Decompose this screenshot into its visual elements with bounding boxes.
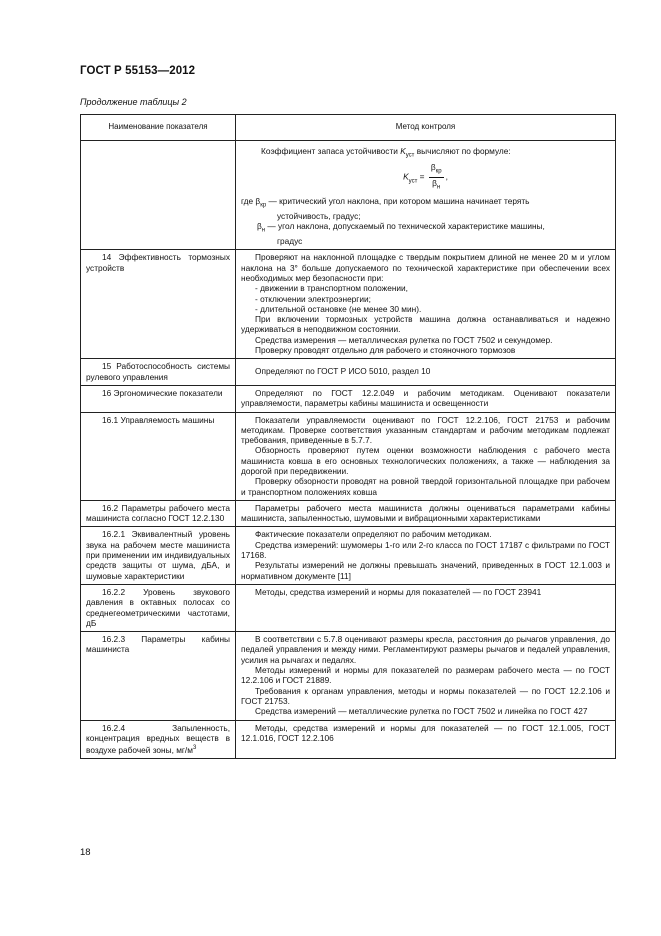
control-methods-table: [80, 114, 616, 759]
stability-formula: $K_{уст}$ = $\frac{\beta_{кр}}{\beta_н}$ ,: [403, 161, 448, 191]
indicator-cell: 15 Работоспособность системы рулевого управления: [81, 359, 236, 386]
table-row: [81, 412, 616, 500]
indicator-cell: 16.2.2 Уровень звукового давления в октавных полосах со среднегеометрическими частотами, дБ: [81, 584, 236, 631]
formula-legend-1-cont: устойчивость, градус;: [277, 210, 361, 221]
table-header-row: [81, 115, 616, 141]
formula-intro: Коэффициент запаса устойчивости $K_{уст}$ вычисляют по формуле:: [261, 146, 511, 159]
method-cell: Определяют по ГОСТ Р ИСО 5010, раздел 10: [236, 359, 616, 386]
indicator-cell: 16.1 Управляемость машины: [81, 412, 236, 500]
indicator-cell: 16.2.1 Эквивалентный уровень звука на рабочем месте машиниста при применении им индивидуальных средств защиты от шума, дБА, и шумовые характеристики: [81, 527, 236, 584]
table-row: [81, 584, 616, 631]
indicator-cell: [81, 141, 236, 250]
page-number: 18: [80, 847, 91, 858]
table-caption: Продолжение таблицы 2: [80, 97, 187, 107]
formula-legend-2: $\beta_н$ — угол наклона, допускаемый по технической характеристике машины,: [257, 221, 545, 234]
table-row: [81, 720, 616, 759]
col-header-method: Метод контроля: [236, 115, 616, 141]
method-cell: В соответствии с 5.7.8 оценивают размеры кресла, расстояния до рычагов управления, до педалей управления и между ними. Регламентируют размеры рычагов и педалей управления, усилия на рычагах и педалях. Методы измерений и нормы для показателей по размерам рабочего места — по ГОСТ 12.2.106 и ГОСТ 21889. Требования к органам управления, методы и нормы показателей — по ГОСТ 12.2.106 и ГОСТ 21753. Средства измерений — металлические рулетка по ГОСТ 7502 и линейка по ГОСТ 427: [236, 632, 616, 720]
table-row: [81, 500, 616, 527]
indicator-cell: 16.2 Параметры рабочего места машиниста согласно ГОСТ 12.2.130: [81, 500, 236, 527]
indicator-cell: 14 Эффективность тормозных устройств: [81, 250, 236, 359]
document-header: ГОСТ Р 55153—2012: [80, 65, 196, 77]
table-row: [81, 632, 616, 720]
table-row: [81, 359, 616, 386]
table-row: [81, 385, 616, 412]
method-cell: [236, 141, 616, 250]
table-row: [81, 527, 616, 584]
method-cell: Параметры рабочего места машиниста должны оцениваться параметрами кабины машиниста, запыленностью, шумовыми и вибрационными характеристиками: [236, 500, 616, 527]
col-header-indicator: Наименование показателя: [81, 115, 236, 141]
method-cell: Определяют по ГОСТ 12.2.049 и рабочим методикам. Оценивают показатели управляемости, параметры кабины машиниста и освещенности: [236, 385, 616, 412]
method-cell: Показатели управляемости оценивают по ГОСТ 12.2.106, ГОСТ 21753 и рабочим методикам. Проверке соответствия указанным стандартам и рабочим методикам подлежат требования, приведенные в 5.7.7. Обзорность проверяют путем оценки возможности наблюдения с рабочего места машиниста ковша в его основных технологических положениях, а также — наблюдения за дорогой при передвижении. Проверку обзорности проводят на ровной твердой горизонтальной площадке при рабочем и транспортном положениях ковша: [236, 412, 616, 500]
table-row: [81, 250, 616, 359]
method-cell: Методы, средства измерений и нормы для показателей — по ГОСТ 23941: [236, 584, 616, 631]
method-cell: Фактические показатели определяют по рабочим методикам. Средства измерений: шумомеры 1-го или 2-го класса по ГОСТ 17187 с фильтрами по ГОСТ 17168. Результаты измерений не должны превышать значений, приведенных в ГОСТ 12.1.003 и нормативном документе [11]: [236, 527, 616, 584]
method-cell: Методы, средства измерений и нормы для показателей — по ГОСТ 12.1.005, ГОСТ 12.1.016, ГОСТ 12.2.106: [236, 720, 616, 759]
indicator-cell: 16.2.3 Параметры кабины машиниста: [81, 632, 236, 720]
indicator-cell: 16.2.4 Запыленность, концентрация вредных веществ в воздухе рабочей зоны, $мг/м^3$: [81, 720, 236, 759]
method-cell: Проверяют на наклонной площадке с твердым покрытием длиной не менее 20 м и углом наклона на 3° больше допускаемого по технической характеристике при обеспечении всех необходимых мер безопасности при: - движении в транспортном положении, - отключении электроэнергии; - длительной остановке (не менее 30 мин). При включении тормозных устройств машина должна останавливаться и надежно удерживаться в неподвижном состоянии. Средства измерения — металлическая рулетка по ГОСТ 7502 и секундомер. Проверку проводят отдельно для рабочего и стояночного тормозов: [236, 250, 616, 359]
indicator-cell: 16 Эргономические показатели: [81, 385, 236, 412]
formula-legend-1: где $\beta_{кр}$ — критический угол наклона, при котором машина начинает терять: [241, 195, 530, 209]
table-row: [81, 141, 616, 250]
formula-legend-2-cont: градус: [277, 236, 303, 247]
